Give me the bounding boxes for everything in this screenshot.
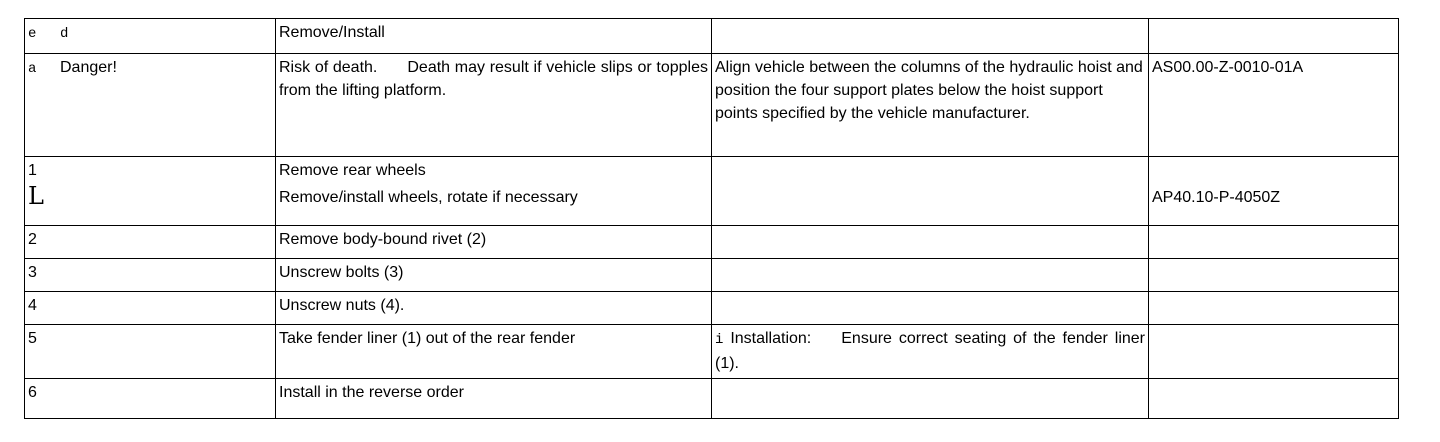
step-reference-cell — [1149, 259, 1399, 292]
danger-risk-text: Death may result if vehicle slips or topples from the lifting platform. — [279, 59, 709, 99]
procedure-table — [24, 18, 1399, 419]
step-note-cell — [712, 379, 1149, 419]
step-number: 1 — [28, 162, 37, 179]
table-row-title — [25, 19, 1399, 54]
step-reference-cell — [1149, 325, 1399, 379]
table-row — [25, 325, 1399, 379]
table-row-danger — [25, 54, 1399, 157]
header-title: Remove/Install — [276, 19, 712, 54]
step-note-cell — [712, 226, 1149, 259]
step-reference-cell — [1149, 226, 1399, 259]
step-number: 6 — [25, 379, 276, 419]
step-number: 3 — [25, 259, 276, 292]
step-text: Unscrew nuts (4). — [276, 292, 712, 325]
header-empty-cell — [712, 19, 1149, 54]
danger-measure: Align vehicle between the columns of the hydraulic hoist and position the four support plates below the hoist support points specified by the vehicle manufacturer. — [712, 54, 1149, 157]
header-markers-cell — [25, 19, 276, 54]
table-row — [25, 226, 1399, 259]
step-reference-cell — [1149, 379, 1399, 419]
table-row — [25, 292, 1399, 325]
note-label: Installation: — [730, 330, 812, 347]
step-number-cell — [25, 157, 276, 226]
step-reference-cell — [1149, 157, 1399, 226]
step-note-cell — [712, 259, 1149, 292]
info-icon: i — [715, 332, 724, 348]
step-number: 5 — [25, 325, 276, 379]
step-text: Remove body-bound rivet (2) — [276, 226, 712, 259]
step-text: Install in the reverse order — [276, 379, 712, 419]
step-text: Take fender liner (1) out of the rear fender — [276, 325, 712, 379]
step-note-cell — [712, 325, 1149, 379]
step-note-cell — [712, 292, 1149, 325]
table-row — [25, 259, 1399, 292]
step-text: Unscrew bolts (3) — [276, 259, 712, 292]
danger-risk-cell — [276, 54, 712, 157]
step-reference-cell — [1149, 292, 1399, 325]
danger-risk-title: Risk of death. — [279, 59, 378, 76]
marker-d-icon: d — [60, 26, 69, 42]
danger-label: Danger! — [60, 59, 117, 76]
note-text: Ensure correct seating of the fender liner (1). — [715, 330, 1146, 372]
step-text-cell — [276, 157, 712, 226]
header-empty-cell — [1149, 19, 1399, 54]
table-row — [25, 157, 1399, 226]
step-note-cell — [712, 157, 1149, 226]
danger-reference: AS00.00-Z-0010-01A — [1149, 54, 1399, 157]
danger-icon: a — [28, 61, 37, 77]
danger-label-cell — [25, 54, 276, 157]
step-subtext: Remove/install wheels, rotate if necessary — [279, 189, 578, 206]
table-row — [25, 379, 1399, 419]
step-number: 4 — [25, 292, 276, 325]
marker-e-icon: e — [28, 26, 37, 42]
wheel-symbol-icon: L — [28, 182, 44, 210]
step-text: Remove rear wheels — [279, 162, 426, 179]
step-number: 2 — [25, 226, 276, 259]
step-reference: AP40.10-P-4050Z — [1152, 189, 1281, 206]
